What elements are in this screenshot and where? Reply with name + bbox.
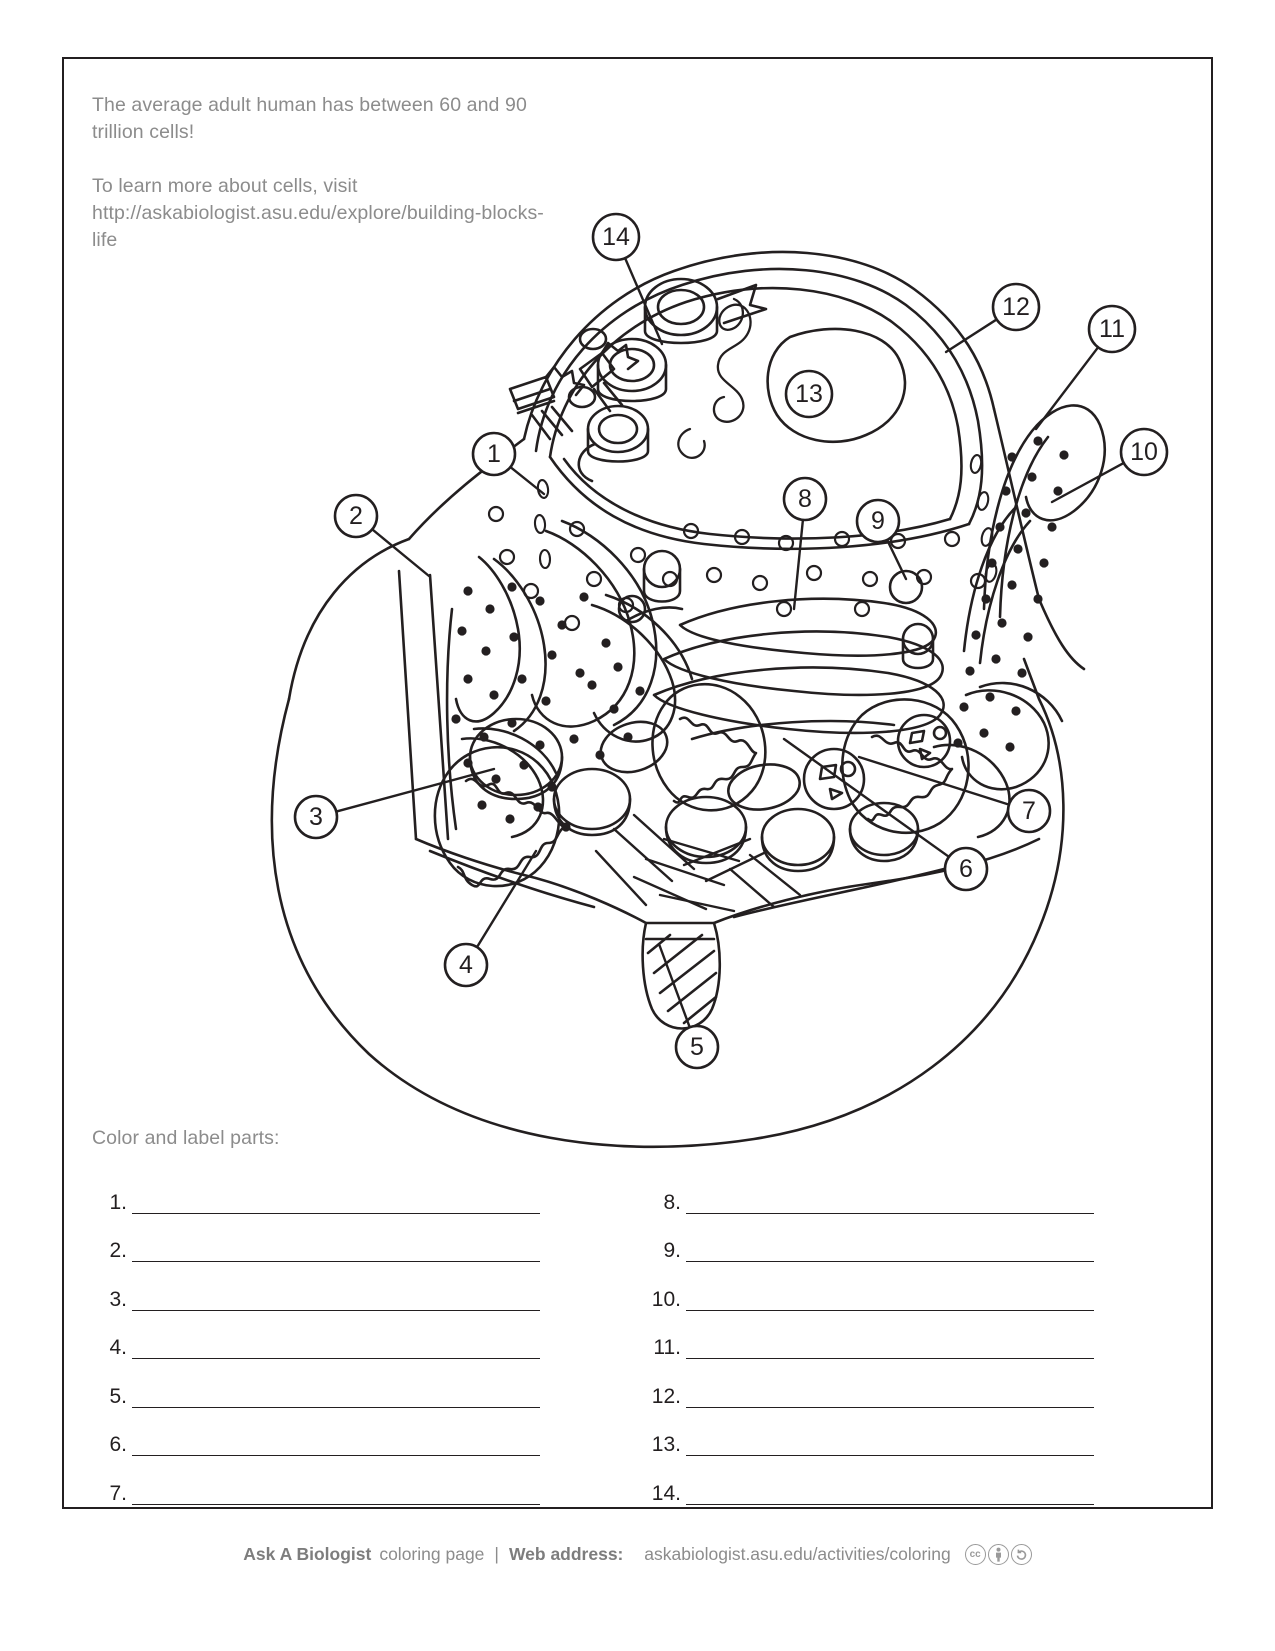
footer-separator: |	[494, 1544, 499, 1564]
label-row	[90, 1220, 540, 1269]
footer-coloring-page: coloring page	[379, 1544, 485, 1564]
cc-sa-icon	[1011, 1544, 1032, 1565]
label-row	[90, 1462, 540, 1511]
callout-number-8: 8	[798, 485, 812, 513]
label-number: 13.	[651, 1433, 681, 1456]
label-row	[644, 1220, 1094, 1269]
intro-paragraph-1: The average adult human has between 60 and 90 trillion cells!	[92, 94, 527, 143]
animal-cell-diagram	[194, 139, 1214, 1149]
cytoplasm-vesicles	[554, 714, 918, 871]
label-row	[644, 1365, 1094, 1414]
label-blank-line[interactable]	[686, 1504, 1094, 1505]
footer-web-label: Web address:	[508, 1544, 624, 1564]
page-footer	[0, 1544, 1275, 1565]
label-row	[644, 1462, 1094, 1511]
label-blank-line[interactable]	[686, 1358, 1094, 1359]
label-row	[90, 1268, 540, 1317]
callout-leader-line-11	[1036, 347, 1098, 429]
label-blank-line[interactable]	[132, 1407, 540, 1408]
label-blank-line[interactable]	[132, 1261, 540, 1262]
callout-leader-line-8	[794, 520, 803, 609]
label-number: 1.	[109, 1190, 127, 1214]
lysosome-lower	[898, 715, 950, 767]
callout-number-5: 5	[690, 1033, 704, 1061]
label-row	[644, 1317, 1094, 1366]
callout-number-13: 13	[795, 380, 823, 408]
label-blank-line[interactable]	[686, 1455, 1094, 1456]
label-number: 9.	[663, 1239, 681, 1262]
callout-number-3: 3	[309, 803, 323, 831]
centriole-striped-body	[643, 923, 720, 1029]
page-border-frame	[62, 57, 1213, 1509]
label-blank-line[interactable]	[686, 1407, 1094, 1408]
footer-web-address: askabiologist.asu.edu/activities/coloring	[644, 1544, 951, 1564]
rough-er-right	[934, 405, 1105, 837]
label-blank-line[interactable]	[686, 1213, 1094, 1214]
callout-group	[295, 214, 1167, 1068]
callout-number-10: 10	[1130, 438, 1158, 466]
label-column-left	[90, 1171, 540, 1511]
label-number: 7.	[109, 1481, 127, 1505]
label-column-right	[644, 1171, 1094, 1511]
callout-number-12: 12	[1002, 293, 1030, 321]
footer-brand: Ask A Biologist	[243, 1544, 372, 1564]
label-blank-line[interactable]	[686, 1310, 1094, 1311]
label-number: 10.	[651, 1287, 681, 1311]
label-row	[90, 1171, 540, 1220]
label-number: 5.	[109, 1384, 127, 1408]
label-blank-line[interactable]	[132, 1504, 540, 1505]
callout-number-2: 2	[349, 502, 363, 530]
label-row	[644, 1268, 1094, 1317]
label-number: 11.	[653, 1336, 681, 1359]
label-blank-line[interactable]	[686, 1261, 1094, 1262]
label-row	[90, 1317, 540, 1366]
label-number: 2.	[109, 1239, 127, 1262]
label-number: 12.	[651, 1384, 681, 1408]
lysosome-upper	[804, 749, 864, 809]
label-number: 4.	[109, 1336, 127, 1359]
label-blank-line[interactable]	[132, 1455, 540, 1456]
label-row	[644, 1414, 1094, 1463]
creative-commons-badges	[965, 1544, 1032, 1565]
cc-icon: cc	[965, 1544, 986, 1565]
label-number: 14.	[651, 1481, 681, 1505]
label-number: 6.	[109, 1433, 127, 1456]
label-blank-line[interactable]	[132, 1310, 540, 1311]
cc-by-icon	[988, 1544, 1009, 1565]
label-blank-line[interactable]	[132, 1213, 540, 1214]
intro-paragraph-2: To learn more about cells, visit http://askabiologist.asu.edu/explore/building-blocks-life	[92, 175, 544, 251]
labels-heading: Color and label parts:	[92, 1127, 280, 1149]
callout-number-9: 9	[871, 507, 885, 535]
nuclear-pores	[534, 454, 998, 583]
free-ribosomes	[489, 507, 985, 630]
callout-number-11: 11	[1099, 315, 1125, 343]
label-number: 3.	[109, 1287, 127, 1311]
label-row	[90, 1414, 540, 1463]
er-ribosome-dots-left	[451, 582, 644, 831]
label-row	[90, 1365, 540, 1414]
callout-number-7: 7	[1022, 797, 1036, 825]
callout-number-14: 14	[602, 223, 630, 251]
golgi-apparatus	[626, 599, 944, 739]
callout-number-6: 6	[959, 855, 973, 883]
callout-number-4: 4	[459, 951, 473, 979]
callout-number-1: 1	[487, 440, 501, 468]
label-blank-line[interactable]	[132, 1358, 540, 1359]
cell-membrane-outline	[272, 539, 1064, 1147]
label-number: 8.	[663, 1190, 681, 1214]
label-row	[644, 1171, 1094, 1220]
